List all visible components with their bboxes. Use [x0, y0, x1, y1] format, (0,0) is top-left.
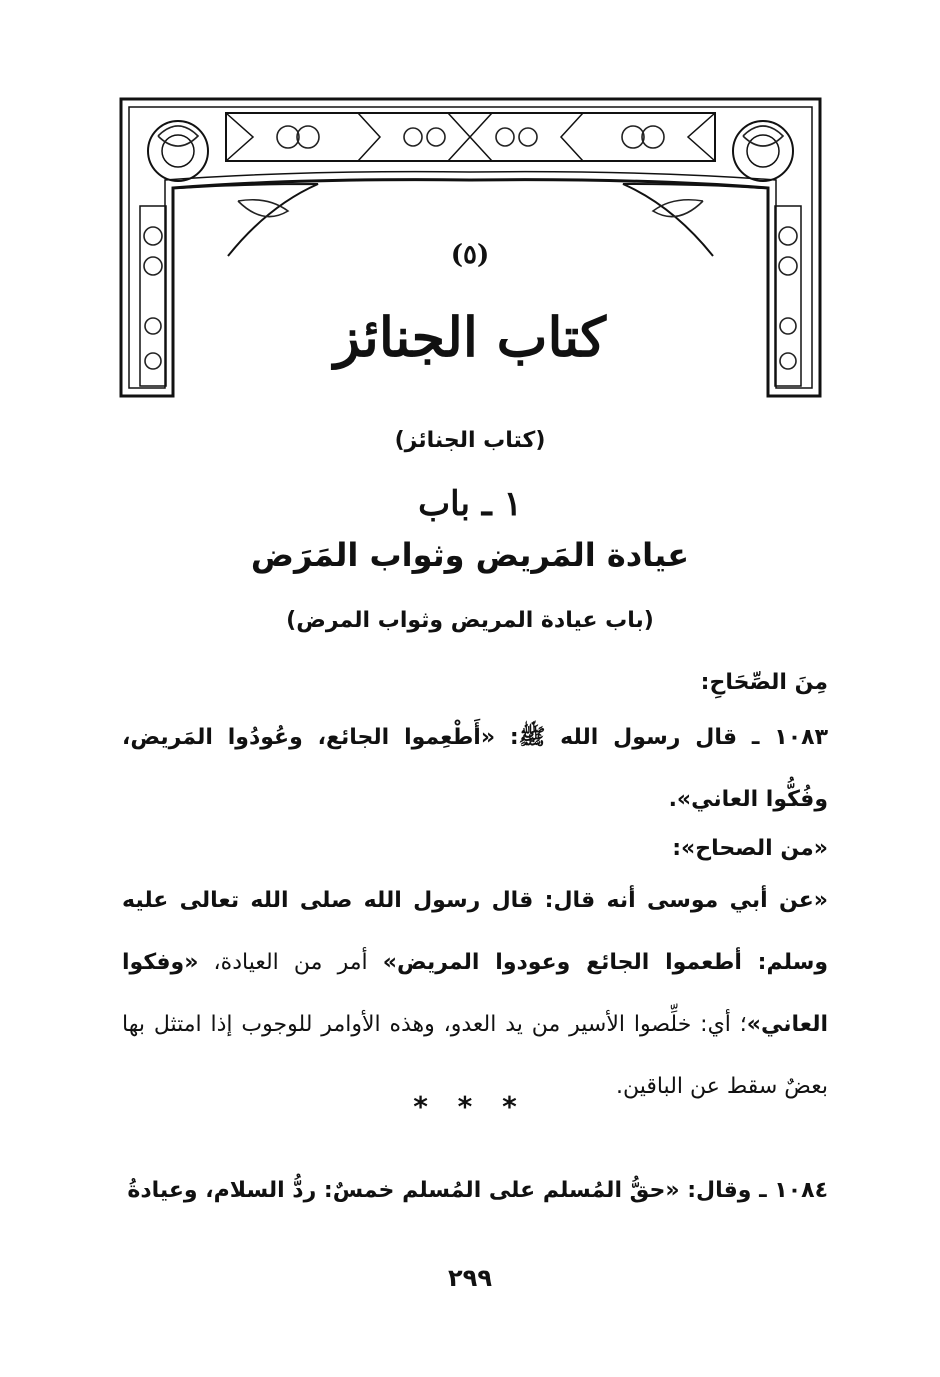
commentary-quote-2: «وفكوا العاني»: [122, 950, 828, 1037]
chapter-title: كتاب الجنائز: [334, 305, 606, 369]
commentary-mid: أمر من العيادة،: [198, 950, 383, 975]
sihah-heading-commentary: «من الصحاح»:: [672, 836, 828, 861]
chapter-name: (كتاب الجنائز): [394, 428, 546, 453]
commentary-paragraph: [122, 870, 828, 1118]
chapter-number: (٥): [450, 240, 490, 270]
sihah-heading: مِنَ الصِّحَاحِ:: [700, 670, 828, 695]
commentary-rest: ؛ أي: خلِّصوا الأسير من يد العدو، وهذه الأوامر للوجوب إذا امتثل بها بعضٌ سقط عن الباقين.: [122, 1012, 828, 1099]
bab-title: عيادة المَريض وثواب المَرَض: [250, 536, 690, 574]
page-number: ٢٩٩: [448, 1264, 492, 1292]
section-separator: * * *: [413, 1090, 527, 1123]
commentary-quote: «عن أبي موسى أنه قال: قال رسول الله صلى الله تعالى عليه وسلم: أطعموا الجائع وعودوا المريض»: [122, 888, 829, 975]
bab-name: (باب عيادة المريض وثواب المرض): [286, 608, 654, 633]
hadith-1084: ١٠٨٤ ـ وقال: «حقُّ المُسلم على المُسلم خمسٌ: ردُّ السلام، وعيادةُ: [127, 1178, 828, 1203]
bab-number: ١ ـ باب: [418, 484, 522, 524]
hadith-1083: ١٠٨٣ ـ قال رسول الله ﷺ: «أَطْعِموا الجائع، وعُودُوا المَريض، وفُكُّوا العاني».: [122, 725, 828, 812]
